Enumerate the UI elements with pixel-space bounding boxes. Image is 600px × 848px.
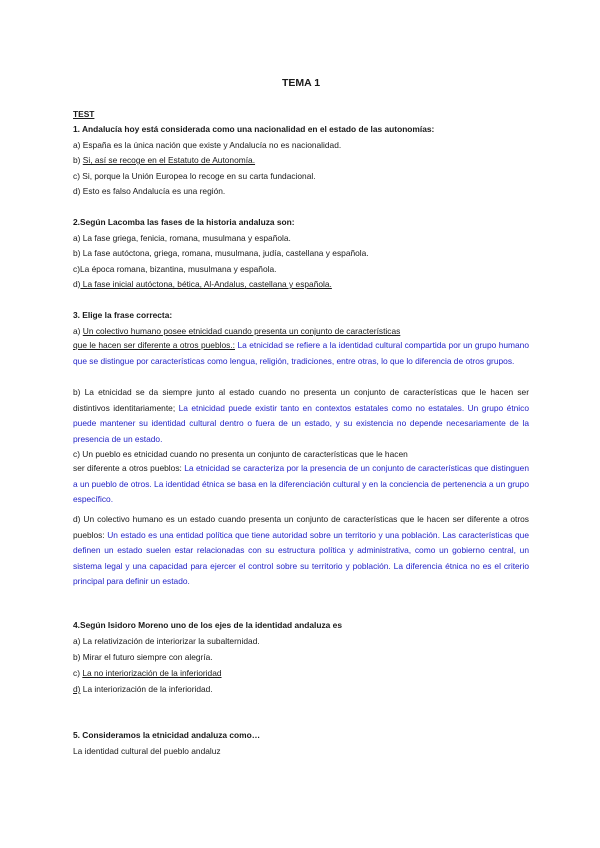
q5-answer: La identidad cultural del pueblo andaluz: [73, 746, 221, 756]
q3-option-a-line1: [73, 326, 400, 337]
q4-option-a: a) La relativización de interiorizar la subalternidad.: [73, 636, 260, 646]
test-label: TEST: [73, 109, 95, 119]
q2-option-c: c)La época romana, bizantina, musulmana y española.: [73, 264, 277, 274]
q3-option-a-prefix: a): [73, 326, 83, 336]
q4-option-c-answer: La no interiorización de la inferioridad: [82, 668, 222, 678]
q3-option-b-block: [73, 385, 529, 447]
q4-question: 4.Según Isidoro Moreno uno de los ejes de la identidad andaluza es: [73, 620, 342, 630]
q3-option-d-block: [73, 512, 529, 590]
q1-option-b: [73, 155, 255, 166]
q3-option-a-answer: Un colectivo humano posee etnicidad cuando presenta un conjunto de características: [82, 326, 401, 336]
q1-option-b-answer: Si, así se recoge en el Estatuto de Autonomía.: [82, 155, 256, 165]
q3-option-a-block: [73, 338, 529, 369]
q2-option-a: a) La fase griega, fenicia, romana, musulmana y española.: [73, 233, 291, 243]
q2-option-b: b) La fase autóctona, griega, romana, musulmana, judía, castellana y española.: [73, 248, 369, 258]
q4-option-d-text: La interiorización de la inferioridad.: [80, 684, 213, 694]
q3-option-c-explanation: La etnicidad se caracteriza por la presencia de un conjunto de características que distinguen a un pueblo de otros. La identidad étnica se basa en la diferenciación cultural y en la conciencia de pertenencia a un grupo específico.: [73, 463, 530, 505]
q4-option-c-prefix: c): [73, 668, 83, 678]
q3-option-c-block: [73, 461, 529, 508]
q5-question: 5. Consideramos la etnicidad andaluza como…: [73, 730, 261, 740]
q4-option-b: b) Mirar el futuro siempre con alegría.: [73, 652, 213, 662]
q2-option-d-answer: La fase inicial autóctona, bética, Al-Andalus, castellana y española.: [80, 279, 332, 289]
q1-option-b-prefix: b): [73, 155, 83, 165]
q3-option-b-text: b) La etnicidad se da siempre junto al estado cuando no presenta un conjunto de características que le hacen ser distintivos identitariamente;: [73, 387, 529, 413]
q1-option-c: c) Si, porque la Unión Europea lo recoge en su carta fundacional.: [73, 171, 316, 181]
q1-option-d: d) Esto es falso Andalucía es una región.: [73, 186, 226, 196]
q4-option-c: [73, 668, 222, 679]
q3-option-c-text: ser diferente a otros pueblos:: [73, 463, 182, 473]
q3-option-c-line1: c) Un pueblo es etnicidad cuando no presenta un conjunto de características que le hacen: [73, 449, 408, 459]
q2-question: 2.Según Lacomba las fases de la historia andaluza son:: [73, 217, 295, 227]
q3-option-a-answer-cont: que le hacen ser diferente a otros pueblos.:: [73, 340, 235, 350]
q1-question: 1. Andalucía hoy está considerada como una nacionalidad en el estado de las autonomías:: [73, 124, 435, 134]
q2-option-d: [73, 279, 332, 290]
q3-option-b-explanation: La etnicidad puede existir tanto en contextos estatales como no estatales. Un grupo étnico puede mantener su identidad cultural dentro o fuera de un estado, y su existencia no depende necesariamente de la presencia de un estado.: [73, 402, 530, 444]
q4-option-d: [73, 684, 213, 695]
page-title: TEMA 1: [281, 77, 321, 89]
q4-option-d-prefix: d): [73, 684, 81, 694]
q3-option-a-explanation: La etnicidad se refiere a la identidad cultural compartida por un grupo humano que se distingue por características como lengua, religión, tradiciones, entre otras, lo que lo diferencia de otros grupos.: [73, 340, 529, 366]
q1-option-a: a) España es la única nación que existe y Andalucía no es nacionalidad.: [73, 140, 342, 150]
q3-option-d-explanation: Un estado es una entidad política que tiene autoridad sobre un territorio y una población. Las características que definen un estado suelen estar relacionadas con su estructura política y administrativa, como un gobierno central, un sistema legal y una capacidad para ejercer el control sobre su territorio y población. La diferencia étnica no es el criterio principal para definir un estado.: [73, 529, 529, 587]
q2-option-d-prefix: d): [73, 279, 81, 289]
q3-question: 3. Elige la frase correcta:: [73, 310, 173, 320]
q3-option-d-text: d) Un colectivo humano es un estado cuando presenta un conjunto de características que le hacen ser diferente a otros pueblos:: [73, 514, 529, 540]
